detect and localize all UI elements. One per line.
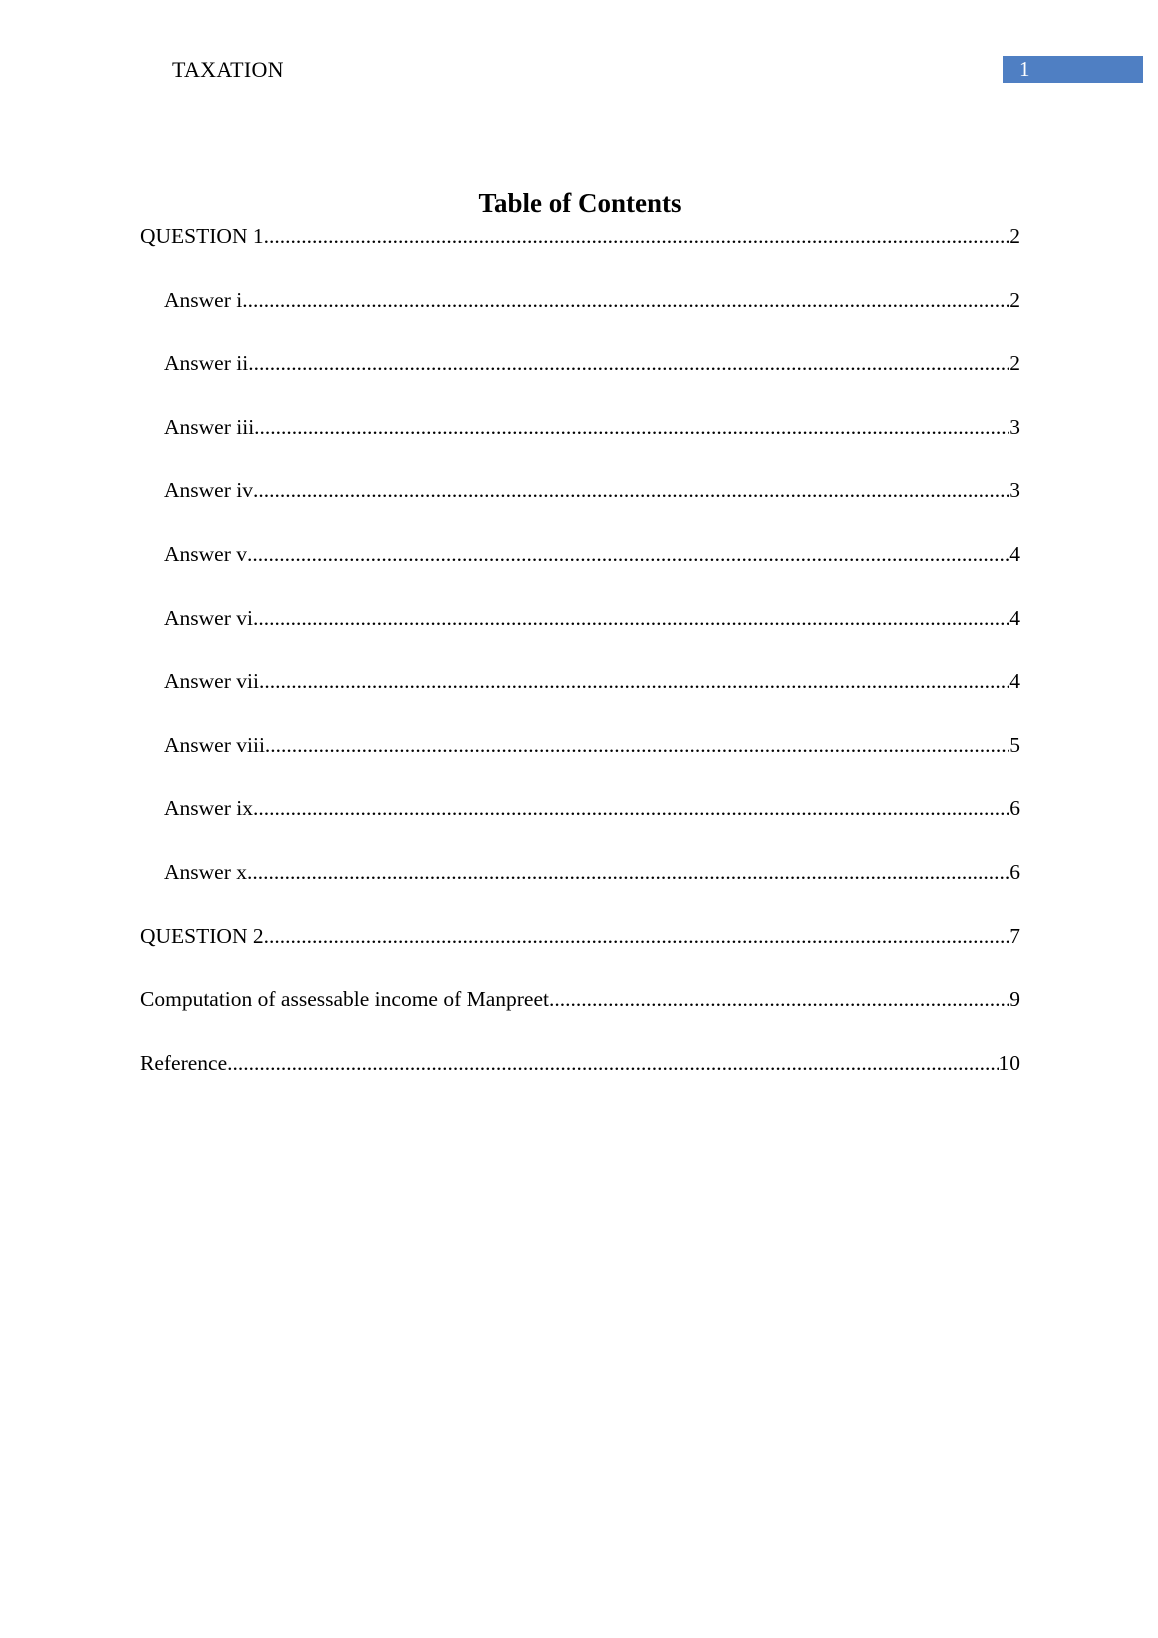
toc-entry-page: 2	[1009, 351, 1020, 376]
toc-entry-answer-vi[interactable]	[140, 603, 1020, 667]
toc-dot-leader	[264, 221, 1010, 251]
toc-title: Table of Contents	[478, 188, 682, 218]
toc-dot-leader	[248, 348, 1009, 378]
toc-entry-text: Answer x	[164, 859, 247, 884]
toc-entry-text: Answer vii	[164, 669, 259, 694]
toc-entry-page: 9	[1009, 987, 1020, 1012]
toc-entry-text: Answer iv	[164, 478, 253, 503]
toc-entry-text: Answer ix	[164, 796, 253, 821]
toc-dot-leader	[254, 412, 1009, 442]
toc-dot-leader	[253, 603, 1009, 633]
toc-entry-text: Answer ii	[164, 351, 249, 376]
toc-dot-leader	[247, 539, 1009, 569]
toc-entry-answer-v[interactable]	[140, 539, 1020, 603]
toc-entry-answer-iv[interactable]	[140, 475, 1020, 539]
toc-entry-answer-x[interactable]	[140, 857, 1020, 921]
toc-entry-text: Answer v	[164, 541, 247, 566]
toc-entry-page: 4	[1009, 669, 1020, 694]
toc-entry-text: Reference	[140, 1050, 228, 1075]
toc-entry-answer-iii[interactable]	[140, 412, 1020, 476]
toc-entry-page: 2	[1009, 287, 1020, 312]
toc-entry-answer-vii[interactable]	[140, 666, 1020, 730]
running-head: TAXATION	[172, 57, 284, 82]
toc-entry-text: Answer viii	[164, 732, 265, 757]
toc-entry-page: 5	[1009, 732, 1020, 757]
toc-entry-text: Computation of assessable income of Manpreet	[140, 987, 549, 1012]
toc-entry-page: 7	[1009, 923, 1020, 948]
toc-list	[140, 221, 1020, 1111]
toc-entry-page: 2	[1009, 224, 1020, 248]
toc-dot-leader	[549, 984, 1009, 1014]
toc-dot-leader	[259, 666, 1009, 696]
page-number: 1	[1019, 57, 1030, 81]
toc-dot-leader	[242, 285, 1009, 315]
toc-dot-leader	[253, 793, 1009, 823]
toc-entry-question-1[interactable]	[140, 221, 1020, 285]
toc-entry-page: 10	[998, 1050, 1020, 1075]
toc-dot-leader	[253, 475, 1009, 505]
toc-entry-answer-viii[interactable]	[140, 730, 1020, 794]
toc-entry-page: 3	[1009, 414, 1020, 439]
toc-entry-page: 4	[1009, 541, 1020, 566]
toc-entry-page: 6	[1009, 796, 1020, 821]
toc-entry-reference[interactable]	[140, 1048, 1020, 1112]
toc-dot-leader	[227, 1048, 998, 1078]
page-number-badge	[1003, 56, 1143, 83]
toc-entry-text: Answer i	[164, 287, 243, 312]
toc-dot-leader	[247, 857, 1009, 887]
toc-entry-page: 4	[1009, 605, 1020, 630]
toc-entry-text: QUESTION 1	[140, 224, 264, 248]
toc-entry-answer-i[interactable]	[140, 285, 1020, 349]
toc-entry-text: Answer vi	[164, 605, 253, 630]
toc-entry-text: QUESTION 2	[140, 923, 264, 948]
toc-entry-answer-ix[interactable]	[140, 793, 1020, 857]
toc-entry-text: Answer iii	[164, 414, 255, 439]
toc-dot-leader	[265, 730, 1009, 760]
toc-entry-question-2[interactable]	[140, 921, 1020, 985]
toc-entry-computation[interactable]	[140, 984, 1020, 1048]
toc-entry-page: 6	[1009, 859, 1020, 884]
toc-dot-leader	[264, 921, 1010, 951]
toc-entry-answer-ii[interactable]	[140, 348, 1020, 412]
toc-entry-page: 3	[1009, 478, 1020, 503]
